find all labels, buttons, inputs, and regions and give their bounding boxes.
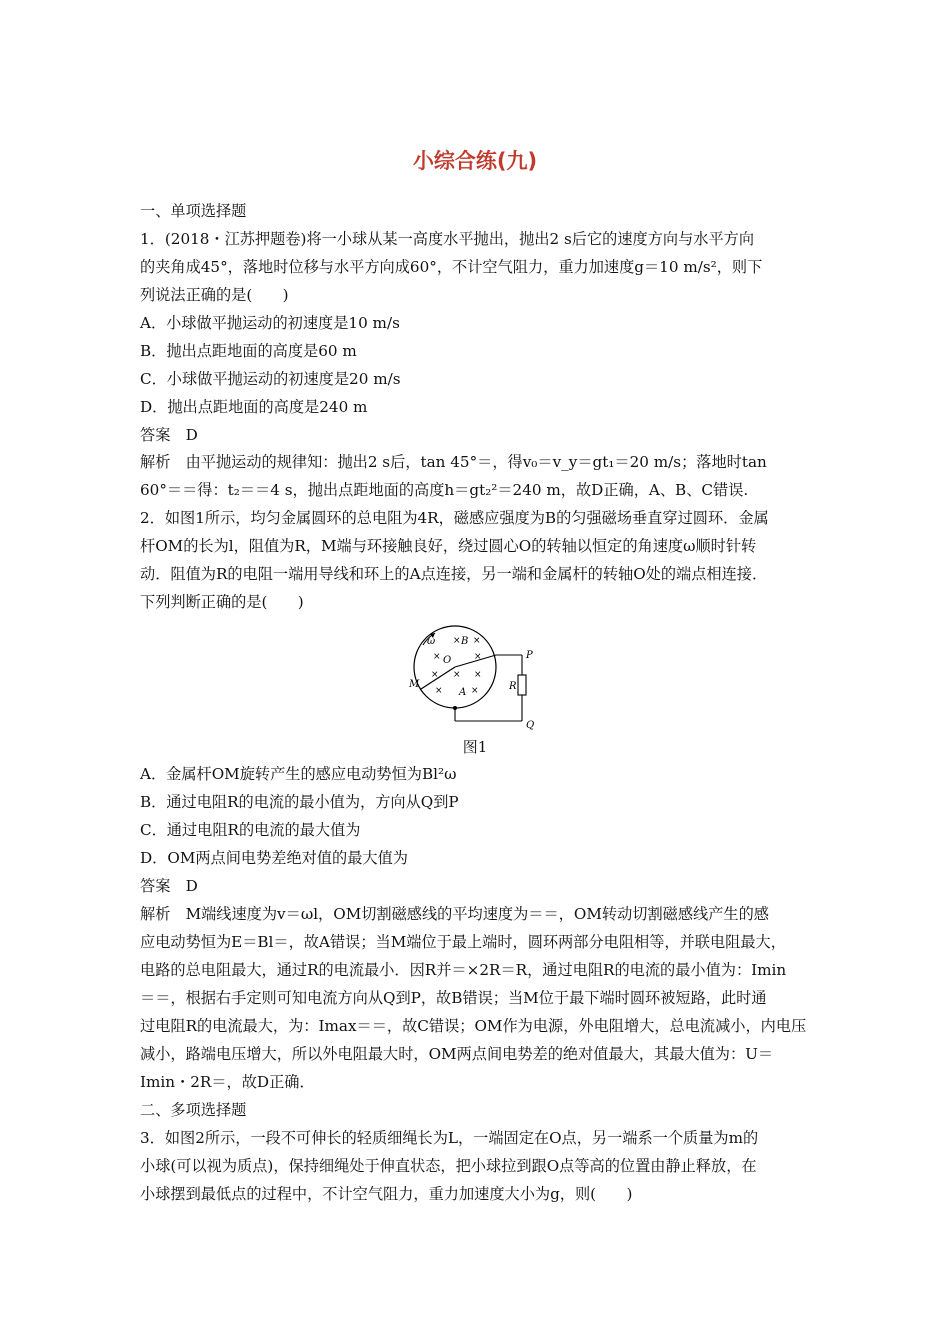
label-b: B	[461, 636, 469, 647]
question-2-line-3: 动．阻值为R的电阻一端用导线和环上的A点连接，另一端和金属杆的转轴O处的端点相连接．	[140, 565, 768, 583]
section-heading-single-choice: 一、单项选择题	[140, 202, 247, 220]
question-1-analysis-line-2: 60°＝＝得：t₂＝＝4 s，抛出点距地面的高度h＝gt₂²＝240 m，故D正确，A、B、C错误.	[140, 481, 749, 499]
question-1-line-2: 的夹角成45°，落地时位移与水平方向成60°，不计空气阻力，重力加速度g＝10 m/s²，则下	[140, 258, 763, 276]
section-heading-multiple-choice: 二、多项选择题	[140, 1101, 247, 1119]
question-1-line-3: 列说法正确的是( )	[140, 286, 289, 304]
question-2-option-a: A．金属杆OM旋转产生的感应电动势恒为Bl²ω	[140, 765, 457, 783]
question-2-line-4: 下列判断正确的是( )	[140, 593, 304, 611]
field-cross: ×	[453, 636, 461, 646]
field-cross: ×	[433, 652, 441, 662]
label-r: R	[509, 681, 517, 692]
point-a-dot	[453, 706, 457, 710]
question-3-line-1: 3．如图2所示，一段不可伸长的轻质细绳长为L，一端固定在O点，另一端系一个质量为m的	[140, 1129, 759, 1147]
label-m: M	[409, 679, 420, 690]
question-2-analysis-line-3: 电路的总电阻最大，通过R的电流最小．因R并＝×2R＝R，通过电阻R的电流的最小值为：Imin	[140, 961, 787, 979]
field-cross: ×	[453, 670, 461, 680]
question-2-option-b: B．通过电阻R的电流的最小值为，方向从Q到P	[140, 793, 459, 811]
figure-1-circuit-diagram	[405, 615, 545, 735]
question-3-line-3: 小球摆到最低点的过程中，不计空气阻力，重力加速度大小为g，则( )	[140, 1185, 633, 1203]
question-2-option-d: D．OM两点间电势差绝对值的最大值为	[140, 849, 408, 867]
question-1-option-c: C．小球做平抛运动的初速度是20 m/s	[140, 370, 401, 388]
field-cross: ×	[474, 652, 482, 662]
question-3-line-2: 小球(可以视为质点)，保持细绳处于伸直状态，把小球拉到跟O点等高的位置由静止释放，在	[140, 1157, 757, 1175]
question-2-analysis-line-6: 减小，路端电压增大，所以外电阻最大时，OM两点间电势差的绝对值最大，其最大值为：U＝	[140, 1045, 774, 1063]
field-cross: ×	[471, 686, 479, 696]
question-1-option-a: A．小球做平抛运动的初速度是10 m/s	[140, 314, 400, 332]
question-1-answer: 答案 D	[140, 426, 198, 444]
question-2-analysis-line-1: 解析 M端线速度为v＝ωl，OM切割磁感线的平均速度为＝＝，OM转动切割磁感线产生的感	[140, 905, 769, 923]
question-2-line-2: 杆OM的长为l，阻值为R，M端与环接触良好，绕过圆心O的转轴以恒定的角速度ω顺时针转	[140, 537, 757, 555]
question-2-option-c: C．通过电阻R的电流的最大值为	[140, 821, 361, 839]
question-1-line-1: 1．(2018・江苏押题卷)将一小球从某一高度水平抛出，抛出2 s后它的速度方向与水平方向	[140, 230, 755, 248]
label-q: Q	[526, 720, 535, 731]
label-omega: ω	[427, 636, 436, 647]
question-2-analysis-line-7: Imin・2R＝，故D正确．	[140, 1073, 315, 1091]
question-2-analysis-line-5: 过电阻R的电流最大，为：Imax＝＝，故C错误；OM作为电源，外电阻增大，总电流减小，内电压	[140, 1017, 807, 1035]
question-1-option-d: D．抛出点距地面的高度是240 m	[140, 398, 368, 416]
field-cross: ×	[473, 636, 481, 646]
question-1-option-b: B．抛出点距地面的高度是60 m	[140, 342, 357, 360]
question-2-line-1: 2．如图1所示，均匀金属圆环的总电阻为4R，磁感应强度为B的匀强磁场垂直穿过圆环．金属	[140, 509, 769, 527]
figure-1-caption: 图1	[462, 738, 488, 756]
label-p: P	[526, 650, 533, 661]
label-o: O	[443, 655, 452, 666]
field-cross: ×	[435, 686, 443, 696]
field-cross: ×	[431, 670, 439, 680]
page-title: 小综合练(九)	[412, 149, 538, 173]
resistor-r	[518, 675, 526, 695]
question-2-answer: 答案 D	[140, 877, 198, 895]
field-cross: ×	[474, 670, 482, 680]
question-2-analysis-line-2: 应电动势恒为E＝Bl＝，故A错误；当M端位于最上端时，圆环两部分电阻相等，并联电阻最大，	[140, 933, 786, 951]
question-2-analysis-line-4: ＝＝，根据右手定则可知电流方向从Q到P，故B错误；当M位于最下端时圆环被短路，此时通	[140, 989, 767, 1007]
label-a: A	[459, 687, 467, 698]
question-1-analysis-line-1: 解析 由平抛运动的规律知：抛出2 s后，tan 45°＝，得v₀＝v_y＝gt₁＝20 m/s；落地时tan	[140, 453, 767, 471]
